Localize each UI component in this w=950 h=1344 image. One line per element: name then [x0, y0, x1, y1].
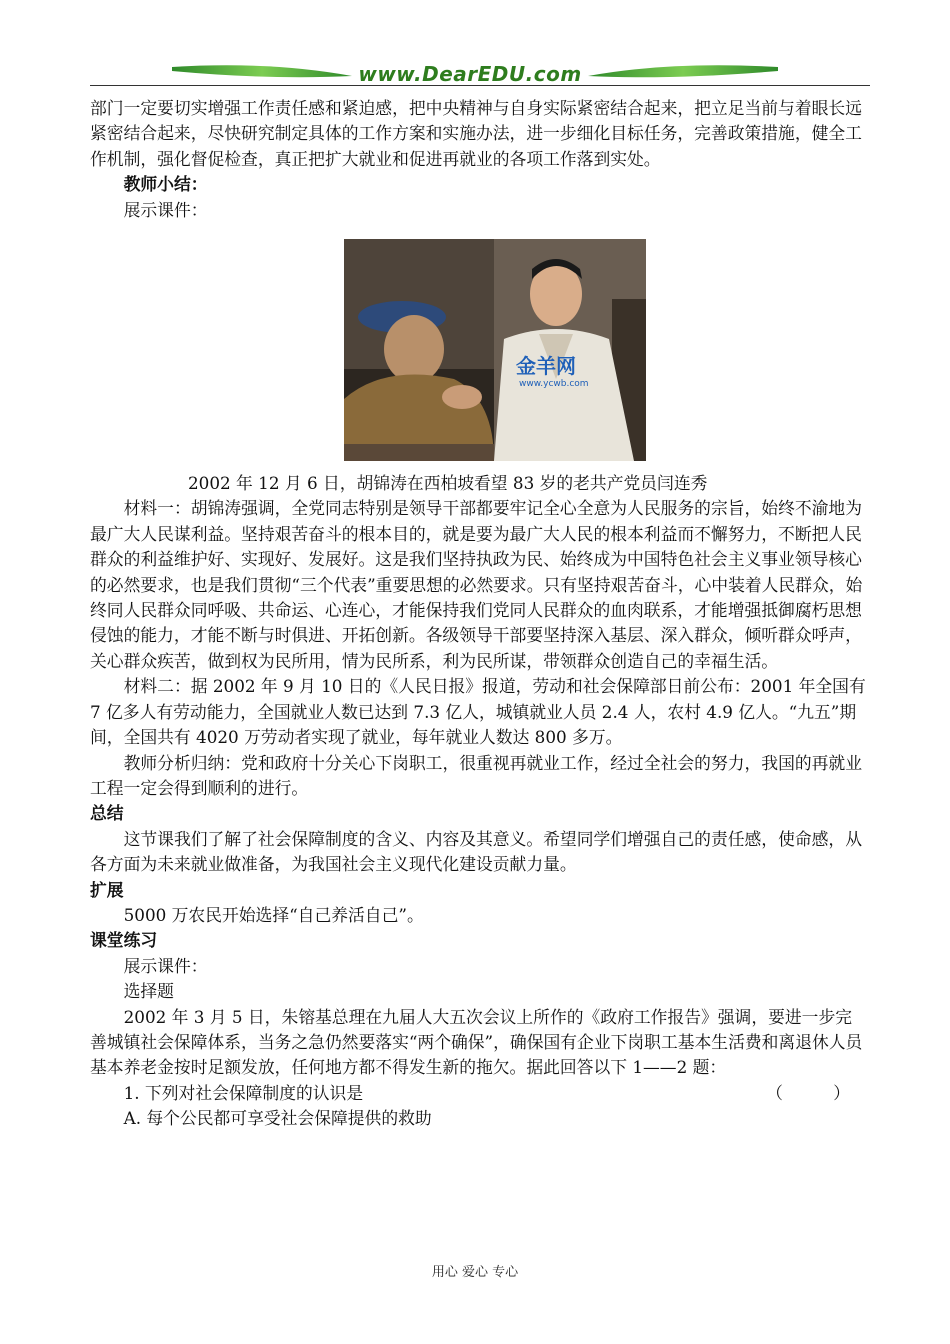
show-courseware-label: 展示课件： — [123, 199, 208, 220]
question-1-answer-blank: （ ） — [766, 1082, 850, 1103]
paragraph-intro: 部门一定要切实增强工作责任感和紧迫感，把中央精神与自身实际紧密结合起来，把立足当前与着眼长远紧密结合起来，尽快研究制定具体的工作方案和实施办法，进一步细化目标任务，完善政策措施，健全工作机制，强化督促检查，真正把扩大就业和促进再就业的各项工作落到实处。 — [90, 98, 862, 169]
photo-watermark-brand: 金羊网 — [516, 354, 576, 379]
page-header — [90, 58, 870, 92]
site-logo-text: www.DearEDU.com — [358, 62, 582, 86]
question-intro: 2002 年 3 月 5 日，朱镕基总理在九届人大五次会议上所作的《政府工作报告》强调，要进一步完善城镇社会保障体系，当务之急仍然要落实“两个确保”，确保国有企业下岗职工基本生活费和离退休人员基本养老金按时足额发放，任何地方都不得发生新的拖欠。据此回答以下 1——2 题： — [90, 1006, 863, 1078]
extension-text: 5000 万农民开始选择“自己养活自己”。 — [123, 904, 424, 925]
question-1-row — [90, 1081, 868, 1106]
material-one: 材料一：胡锦涛强调，全党同志特别是领导干部都要牢记全心全意为人民服务的宗旨，始终不渝地为最广大人民谋利益。坚持艰苦奋斗的根本目的，就是要为最广大人民的根本利益而不懈努力，不断把人民群众的利益维护好、实现好、发展好。这是我们坚持执政为民、始终成为中国特色社会主义事业领导核心的必然要求，也是我们贯彻“三个代表”重要思想的必然要求。只有坚持艰苦奋斗，心中装着人民群众，始终同人民群众同呼吸、共命运、心连心，才能保持我们党同人民群众的血肉联系，才能增强抵御腐朽思想侵蚀的能力，才能不断与时俱进、开拓创新。各级领导干部要坚持深入基层、深入群众，倾听群众呼声，关心群众疾苦，做到权为民所用，情为民所系，利为民所谋，带领群众创造自己的幸福生活。 — [90, 498, 863, 671]
header-rule — [90, 85, 870, 86]
option-a: A. 每个公民都可享受社会保障提供的救助 — [123, 1108, 432, 1129]
photo-watermark-url: www.ycwb.com — [519, 379, 589, 390]
page-footer: 用心 爱心 专心 — [431, 1265, 519, 1280]
teacher-analysis: 教师分析归纳：党和政府十分关心下岗职工，很重视再就业工作，经过全社会的努力，我国的再就业工程一定会得到顺利的进行。 — [90, 752, 862, 798]
photo-caption: 2002 年 12 月 6 日，胡锦涛在西柏坡看望 83 岁的老共产党员闫连秀 — [188, 473, 708, 494]
news-photo-illustration — [344, 239, 646, 461]
teacher-summary-label: 教师小结： — [123, 174, 208, 195]
summary-heading: 总结 — [90, 803, 124, 824]
question-1-text: 1. 下列对社会保障制度的认识是 — [123, 1082, 364, 1103]
right-swoosh-icon — [588, 65, 778, 77]
news-photo — [344, 239, 646, 461]
exercise-heading: 课堂练习 — [90, 930, 158, 951]
multiple-choice-label: 选择题 — [123, 981, 174, 1002]
show-courseware-label-2: 展示课件： — [123, 955, 208, 976]
material-two: 材料二：据 2002 年 9 月 10 日的《人民日报》报道，劳动和社会保障部日前公布：2001 年全国有 7 亿多人有劳动能力，全国就业人数已达到 7.3 亿人，城镇就业人员 2.4 人，农村 4.9 亿人。“九五”期间，全国共有 4020 万劳动者实现了就业，每年就业人数达 800 多万。 — [90, 676, 866, 748]
extension-heading: 扩展 — [90, 879, 124, 900]
summary-text: 这节课我们了解了社会保障制度的含义、内容及其意义。希望同学们增强自己的责任感，使命感，从各方面为未来就业做准备，为我国社会主义现代化建设贡献力量。 — [90, 828, 862, 875]
left-swoosh-icon — [172, 65, 352, 77]
document-body — [90, 96, 868, 1132]
